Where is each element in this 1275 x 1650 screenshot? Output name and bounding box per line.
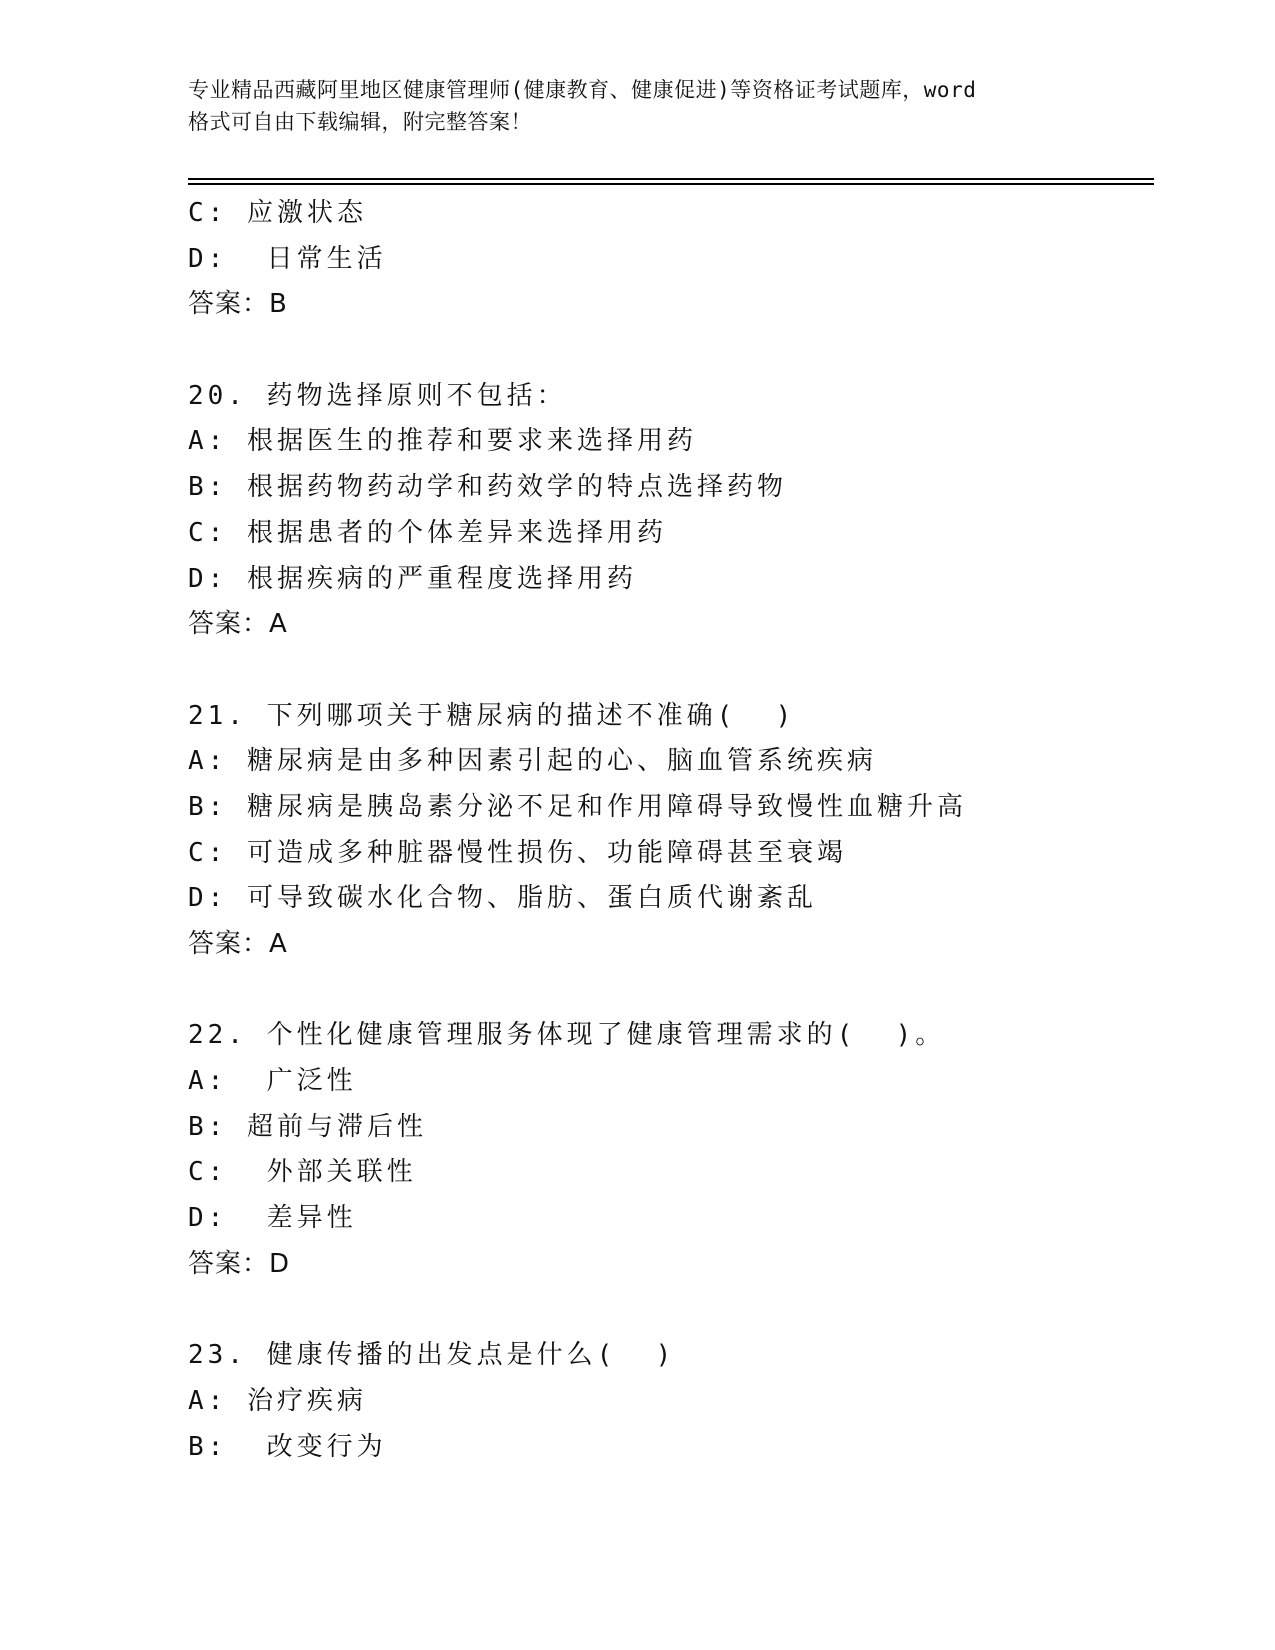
header-line-2: 格式可自由下载编辑，附完整答案！ — [188, 110, 532, 134]
option-a: A: 根据医生的推荐和要求来选择用药 — [188, 426, 697, 457]
option-d: D: 日常生活 — [188, 243, 387, 274]
question-block-20 — [188, 374, 1154, 648]
question-stem: 23. 健康传播的出发点是什么( ) — [188, 1340, 676, 1371]
question-block-23 — [188, 1333, 1154, 1470]
option-a: A: 糖尿病是由多种因素引起的心、脑血管系统疾病 — [188, 746, 877, 777]
document-header — [188, 74, 1108, 138]
option-d: D: 差异性 — [188, 1203, 357, 1234]
question-stem: 22. 个性化健康管理服务体现了健康管理需求的( )。 — [188, 1020, 946, 1051]
question-list — [188, 191, 1154, 1470]
spacer — [188, 968, 1154, 1014]
option-d: D: 可导致碳水化合物、脂肪、蛋白质代谢紊乱 — [188, 883, 817, 914]
header-line-1: 专业精品西藏阿里地区健康管理师(健康教育、健康促进)等资格证考试题库，word — [188, 78, 977, 102]
question-stem: 20. 药物选择原则不包括： — [188, 380, 567, 411]
option-b: B: 改变行为 — [188, 1431, 387, 1462]
header-divider-top — [188, 178, 1154, 180]
option-c: C: 外部关联性 — [188, 1157, 417, 1188]
answer-line: 答案：A — [188, 929, 288, 959]
option-a: A: 治疗疾病 — [188, 1385, 367, 1416]
spacer — [188, 1288, 1154, 1334]
question-block-prev — [188, 191, 1154, 328]
option-b: B: 超前与滞后性 — [188, 1111, 427, 1142]
answer-line: 答案：A — [188, 609, 288, 640]
question-block-22 — [188, 1013, 1154, 1287]
spacer — [188, 328, 1154, 374]
question-stem: 21. 下列哪项关于糖尿病的描述不准确( ) — [188, 700, 796, 731]
answer-line: 答案：B — [188, 289, 288, 320]
option-c: C: 根据患者的个体差异来选择用药 — [188, 517, 667, 548]
header-divider-bottom — [188, 183, 1154, 185]
option-b: B: 根据药物药动学和药效学的特点选择药物 — [188, 472, 787, 503]
answer-line: 答案：D — [188, 1248, 291, 1279]
option-c: C: 可造成多种脏器慢性损伤、功能障碍甚至衰竭 — [188, 837, 847, 868]
question-block-21 — [188, 694, 1154, 968]
option-b: B: 糖尿病是胰岛素分泌不足和作用障碍导致慢性血糖升高 — [188, 791, 967, 822]
option-c: C: 应激状态 — [188, 198, 367, 228]
option-d: D: 根据疾病的严重程度选择用药 — [188, 563, 637, 594]
spacer — [188, 648, 1154, 694]
option-a: A: 广泛性 — [188, 1066, 357, 1097]
